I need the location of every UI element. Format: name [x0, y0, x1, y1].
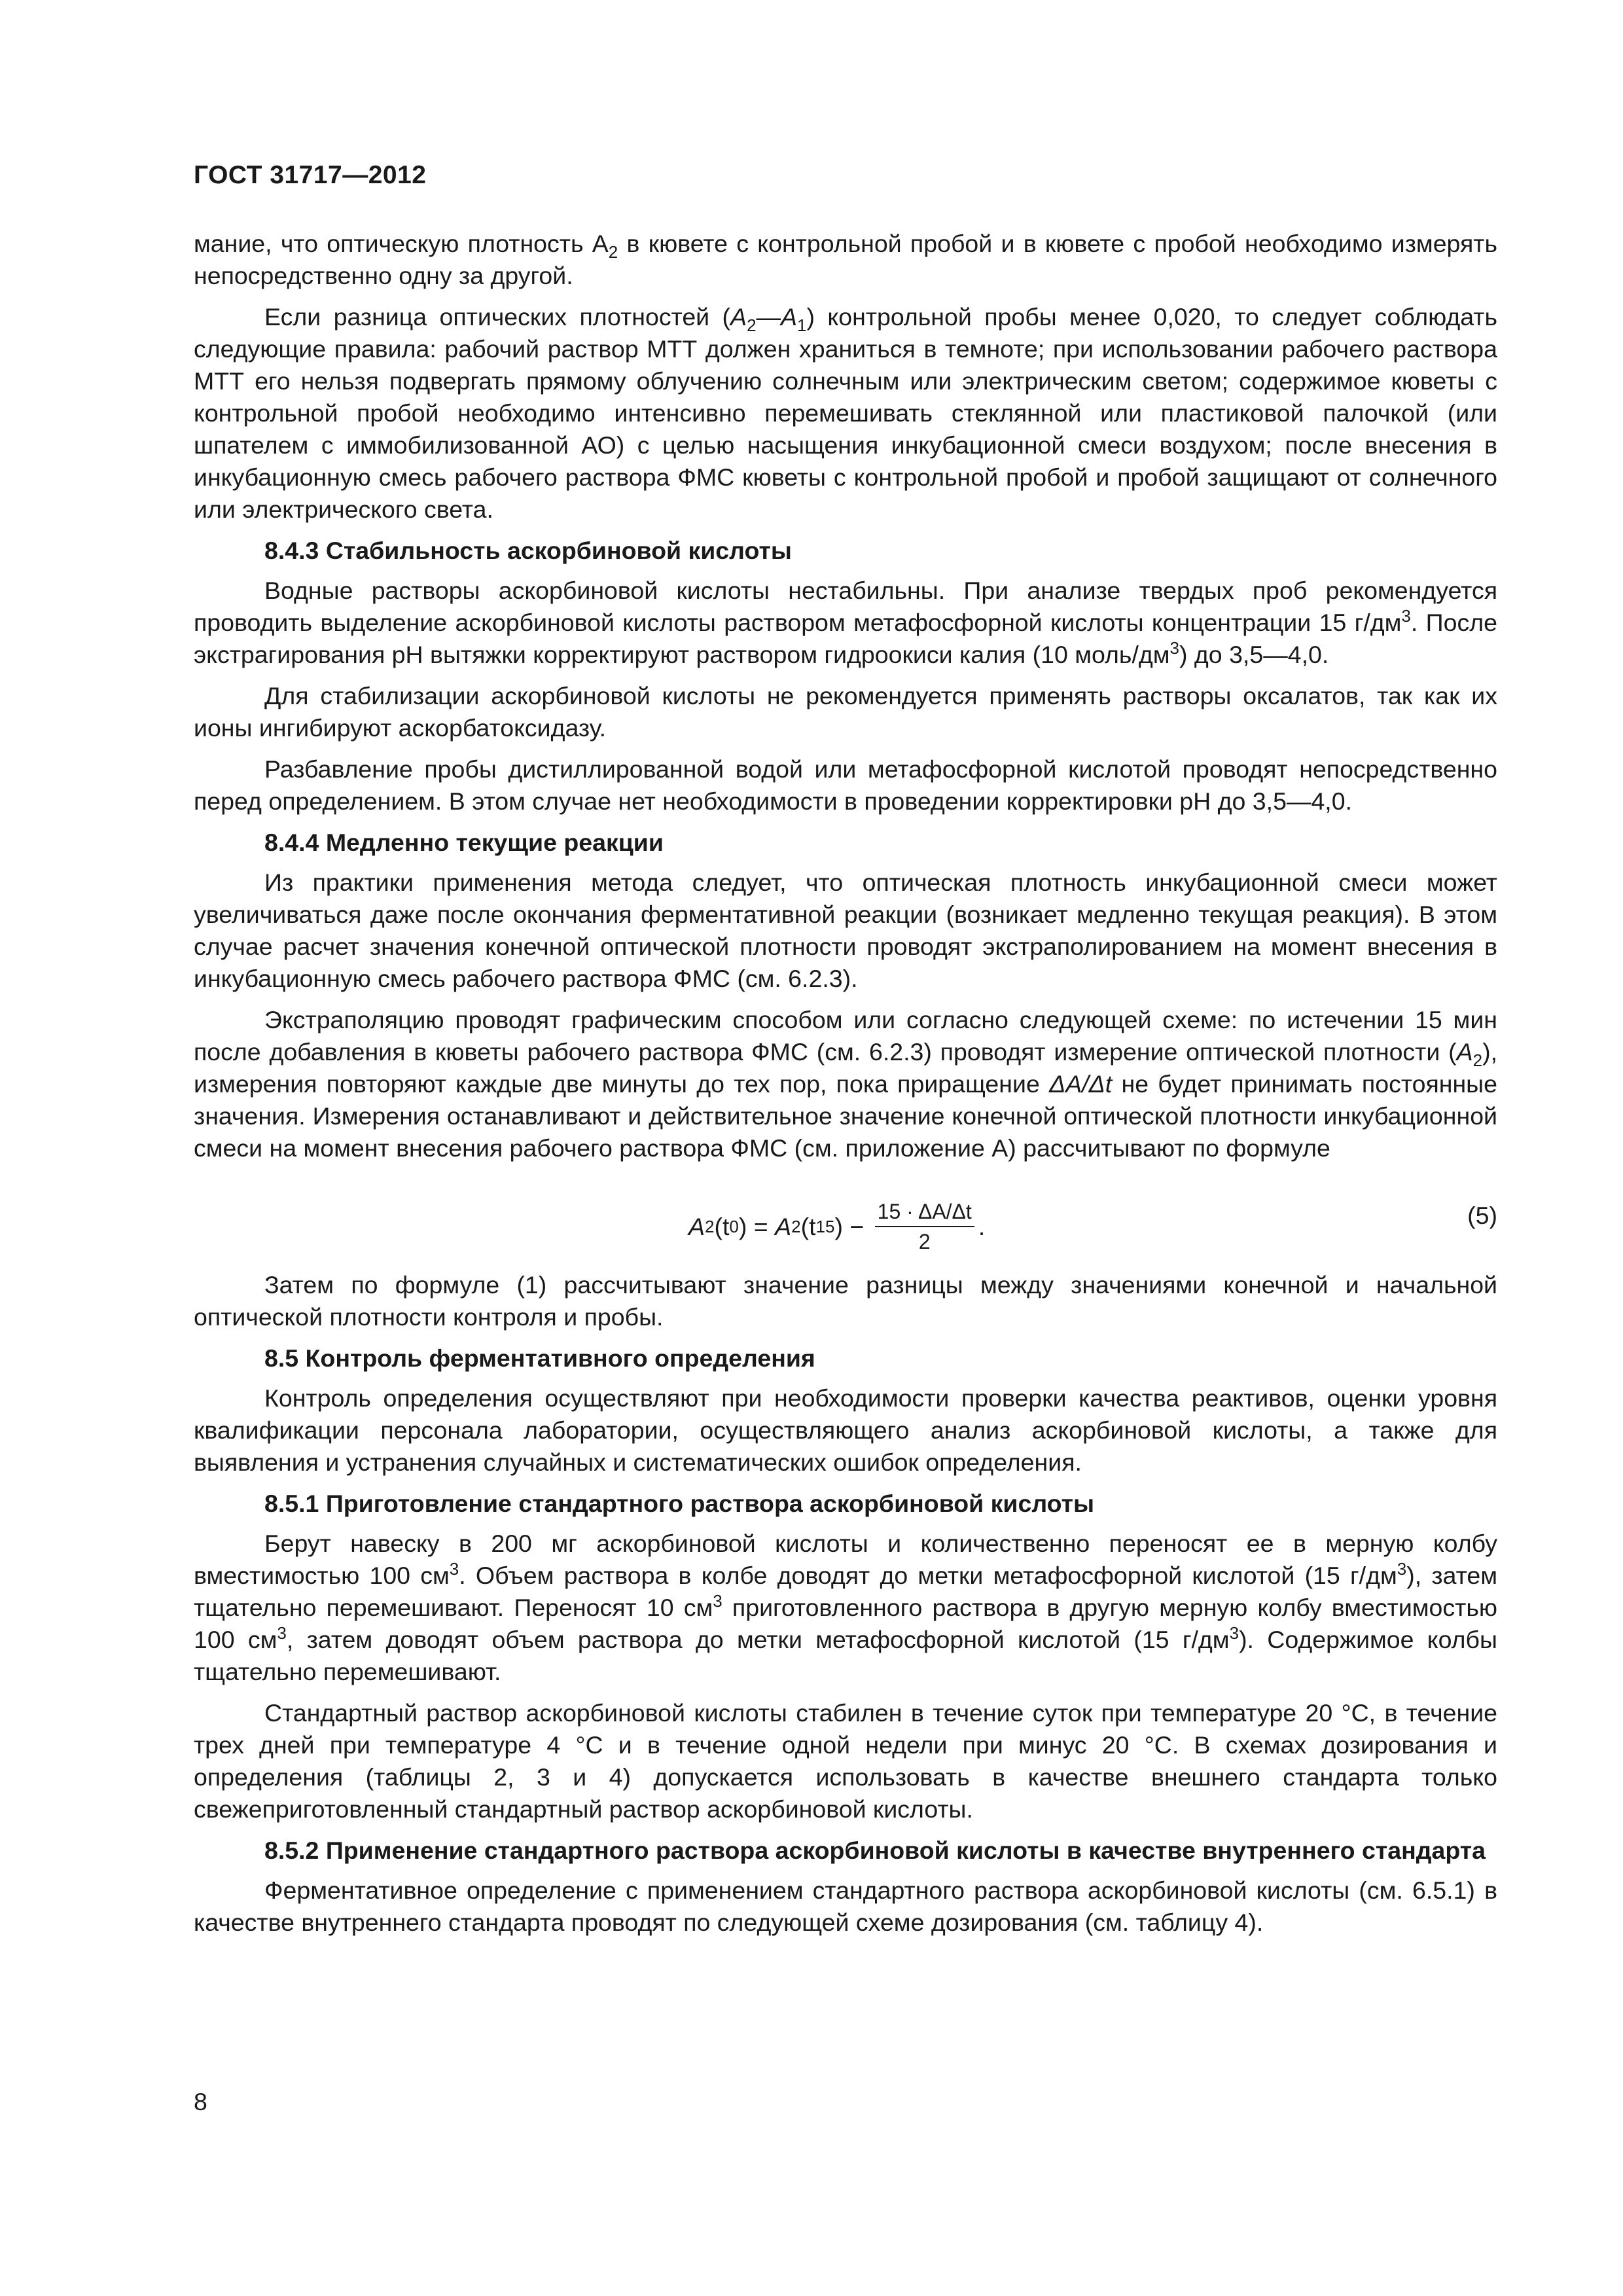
paragraph-control-sample: Если разница оптических плотностей $(A_2—A_1)$ контрольной пробы менее 0,020, то следует соблюдать следующие правила: рабочий раствор МТТ должен храниться в темноте; при использовании рабочего раствора МТТ его нельзя подвергать прямому облучению солнечным или электрическим светом; содержимое кюветы с контрольной пробой необходимо интенсивно перемешивать стеклянной или пластиковой палочкой (или шпателем с иммобилизованной АО) с целью насыщения инкубационной смеси воздухом; после внесения в инкубационную смесь рабочего раствора ФМС кюветы с контрольной пробой и пробой защищают от солнечного или электрического света. — [194, 303, 1498, 523]
section-heading-8-5-2: 8.5.2 Применение стандартного раствора аскорбиновой кислоты в качестве внутреннего стандарта — [264, 1837, 1486, 1864]
formula-5 — [194, 1179, 1497, 1252]
paragraph-extrapolation: Экстраполяцию проводят графическим способом или согласно следующей схеме: по истечении 15 мин после добавления в кюветы рабочего раствора ФМС (см. 6.2.3) проводят измерение оптической плотности $(A_2)$, измерения повторяют каждые две минуты до тех пор, пока приращение ΔA/Δt не будет принимать постоянные значения. Измерения останавливают и действительное значение конечной оптической плотности инкубационной смеси на момент внесения рабочего раствора ФМС (см. приложение А) рассчитывают по формуле — [194, 1006, 1497, 1162]
document-header: ГОСТ 31717—2012 — [194, 161, 427, 189]
paragraph-continuation: мание, что оптическую плотность $A_2$ в кювете с контрольной пробой и в кювете с пробой необходимо измерять непосредственно одну за другой. — [194, 230, 1497, 289]
paragraph-aqueous-solutions: Водные растворы аскорбиновой кислоты нестабильны. При анализе твердых проб рекомендуется проводить выделение аскорбиновой кислоты раствором метафосфорной кислоты концентрации 15 $г/дм^3$. После экстрагирования pH вытяжки корректируют раствором гидроокиси калия (10 моль/$дм^3$) до 3,5—4,0. — [194, 577, 1497, 668]
formula-expression: A 2 (t 0 ) = A 2 (t 15 ) − $\frac{15 \cdot \Delta A/\Delta t}{2}$ . — [688, 1200, 986, 1253]
page-number: 8 — [194, 2088, 207, 2115]
fraction-numerator: 15 · ΔA/Δt — [875, 1198, 974, 1227]
paragraph-dilution: Разбавление пробы дистиллированной водой или метафосфорной кислотой проводят непосредственно перед определением. В этом случае нет необходимости в проведении корректировки pH до 3,5—4,0. — [194, 755, 1497, 815]
paragraph-internal-standard: Ферментативное определение с применением стандартного раствора аскорбиновой кислоты (см. 6.5.1) в качестве внутреннего стандарта проводят по следующей схеме дозирования (см. таблицу 4). — [194, 1876, 1497, 1936]
paragraph-stabilization: Для стабилизации аскорбиновой кислоты не рекомендуется применять растворы оксалатов, так как их ионы ингибируют аскорбатоксидазу. — [194, 682, 1497, 742]
document-body — [194, 228, 1497, 1948]
section-heading-8-4-4: 8.4.4 Медленно текущие реакции — [264, 829, 664, 856]
section-heading-8-5-1: 8.5.1 Приготовление стандартного раствора аскорбиновой кислоты — [264, 1490, 1095, 1517]
equation-number: (5) — [1467, 1202, 1497, 1229]
paragraph-difference: Затем по формуле (1) рассчитывают значение разницы между значениями конечной и начальной оптической плотности контроля и пробы. — [194, 1271, 1497, 1331]
paragraph-standard-prep: Берут навеску в 200 мг аскорбиновой кислоты и количественно переносят ее в мерную колбу вместимостью 100 $см^3$. Объем раствора в колбе доводят до метки метафосфорной кислотой (15 $г/дм^3$), затем тщательно перемешивают. Переносят 10 $см^3$ приготовленного раствора в другую мерную колбу вместимостью 100 $см^3$, затем доводят объем раствора до метки метафосфорной кислотой (15 $г/дм^3$). Содержимое колбы тщательно перемешивают. — [194, 1530, 1497, 1685]
paragraph-standard-stability: Стандартный раствор аскорбиновой кислоты стабилен в течение суток при температуре 20 °С, в течение трех дней при температуре 4 °С и в течение одной недели при минус 20 °С. В схемах дозирования и определения (таблицы 2, 3 и 4) допускается использовать в качестве внешнего стандарта только свежеприготовленный стандартный раствор аскорбиновой кислоты. — [194, 1699, 1497, 1823]
paragraph-control: Контроль определения осуществляют при необходимости проверки качества реактивов, оценки уровня квалификации персонала лаборатории, осуществляющего анализ аскорбиновой кислоты, а также для выявления и устранения случайных и систематических ошибок определения. — [194, 1384, 1497, 1476]
section-heading-8-5: 8.5 Контроль ферментативного определения — [264, 1344, 815, 1372]
fraction-denominator: 2 — [918, 1230, 931, 1253]
paragraph-slow-reactions: Из практики применения метода следует, что оптическая плотность инкубационной смеси может увеличиваться даже после окончания ферментативной реакции (возникает медленно текущая реакция). В этом случае расчет значения конечной оптической плотности проводят экстраполированием на момент внесения в инкубационную смесь рабочего раствора ФМС (см. 6.2.3). — [194, 869, 1497, 992]
formula-fraction — [875, 1198, 974, 1255]
section-heading-8-4-3: 8.4.3 Стабильность аскорбиновой кислоты — [264, 537, 792, 564]
